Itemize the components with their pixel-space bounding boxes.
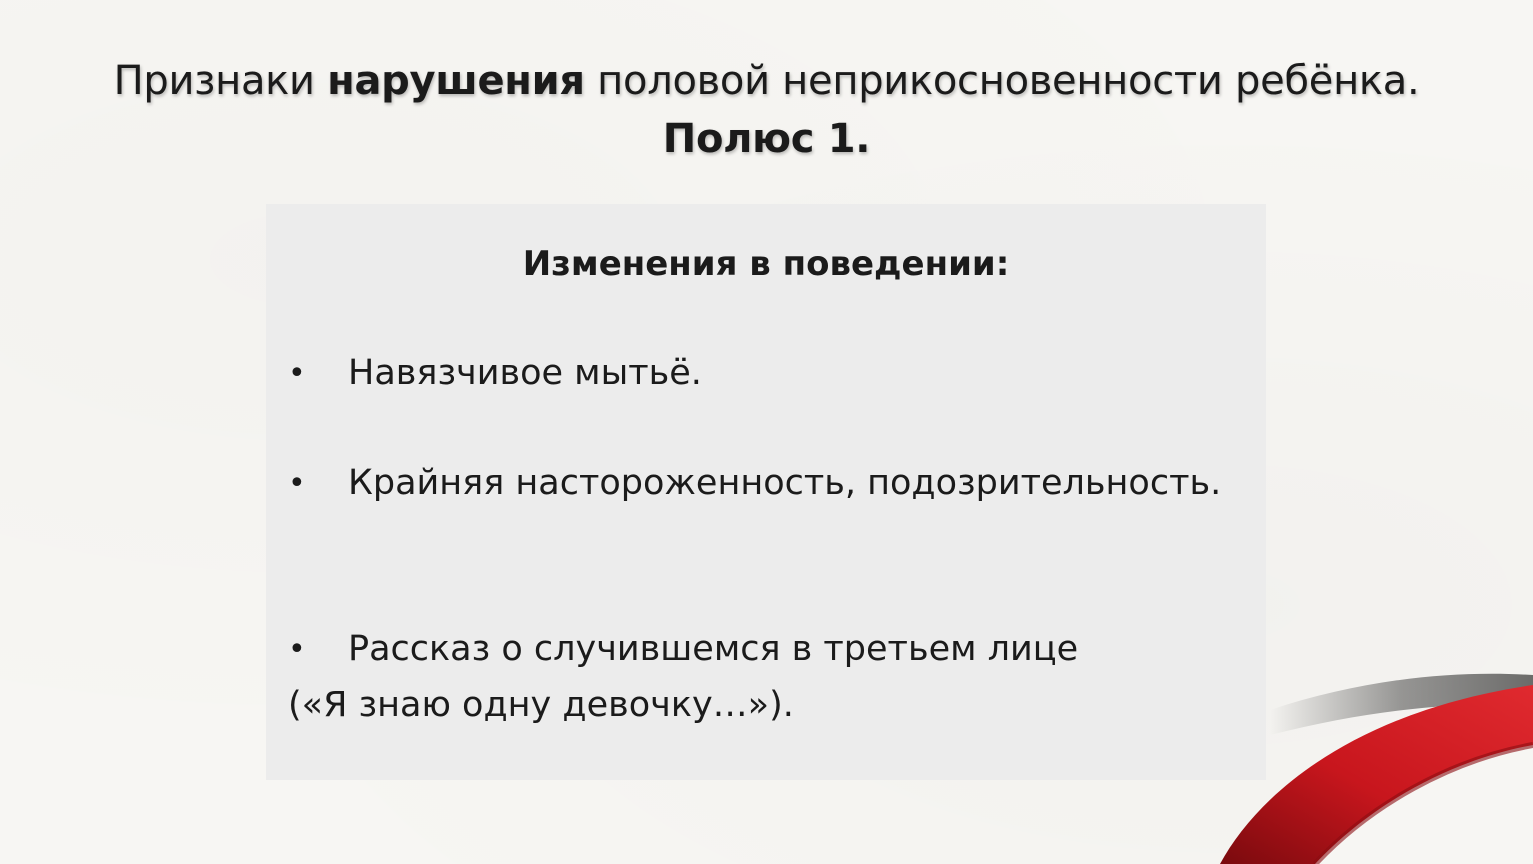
bullet-icon: • <box>288 466 306 501</box>
title-line-2: Полюс 1. <box>662 116 871 162</box>
bullet-icon: • <box>288 356 306 391</box>
list-item-continuation: («Я знаю одну девочку…»). <box>288 685 794 725</box>
swoosh-inner-arc <box>1315 745 1533 864</box>
box-heading: Изменения в поведении: <box>522 244 1010 284</box>
swoosh-red-arc <box>1220 685 1533 864</box>
title-text-start: Признаки <box>113 58 328 104</box>
content-box <box>266 204 1266 780</box>
bullet-icon: • <box>288 632 306 667</box>
title-line-1 <box>0 52 1533 110</box>
list-item-text: Крайняя настороженность, подозрительность. <box>348 463 1222 503</box>
list-item-text: Навязчивое мытьё. <box>348 353 702 393</box>
swoosh-inner-edge <box>1315 745 1533 864</box>
red-swoosh-decoration <box>1220 640 1533 864</box>
list-item-text: Рассказ о случившемся в третьем лице <box>348 629 1079 669</box>
title-emphasis: нарушения <box>327 58 585 104</box>
title-text-end: половой неприкосновенности ребёнка. <box>584 58 1420 104</box>
swoosh-shadow <box>1270 674 1533 735</box>
slide-title <box>0 52 1533 168</box>
